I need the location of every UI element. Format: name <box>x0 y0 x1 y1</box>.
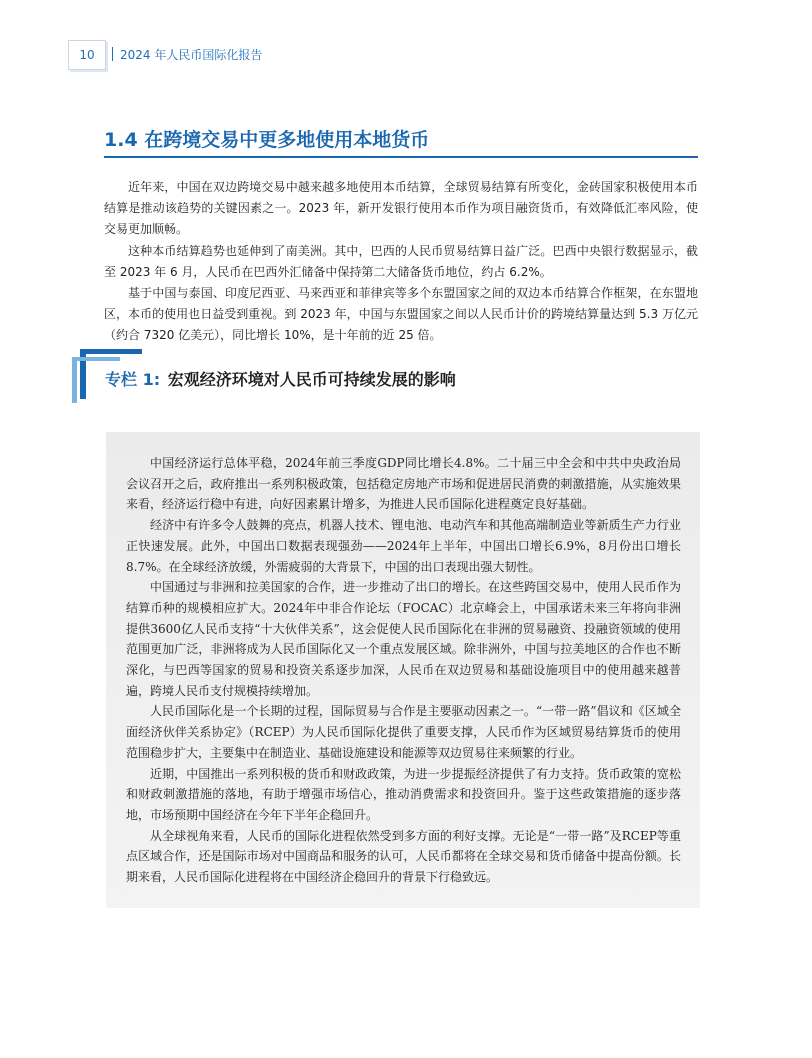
box-heading <box>105 367 456 390</box>
box-title: 宏观经济环境对人民币可持续发展的影响 <box>167 370 456 389</box>
box-paragraph-2: 经济中有许多令人鼓舞的亮点，机器人技术、锂电池、电动汽车和其他高端制造业等新质生产力行业正快速发展。此外，中国出口数据表现强劲——2024年上半年，中国出口增长6.9%，8月份出口增长8.7%。在全球经济放缓，外需疲弱的大背景下，中国的出口表现出强大韧性。 <box>126 518 681 574</box>
section-rule <box>104 156 698 158</box>
section-body <box>104 177 698 347</box>
page-number <box>68 40 106 70</box>
page-number-text: 10 <box>79 48 95 62</box>
body-paragraph-2: 这种本币结算趋势也延伸到了南美洲。其中，巴西的人民币贸易结算日益广泛。巴西中央银行数据显示，截至 2023 年 6 月，人民币在巴西外汇储备中保持第二大储备货币地位，约占 6.2%。 <box>104 243 698 279</box>
box-paragraph-4: 人民币国际化是一个长期的过程，国际贸易与合作是主要驱动因素之一。“一带一路”倡议和《区域全面经济伙伴关系协定》（RCEP）为人民币国际化提供了重要支撑，人民币作为区域贸易结算货币的使用范围稳步扩大，主要集中在制造业、基础设施建设和能源等双边贸易往来频繁的行业。 <box>126 704 681 760</box>
box-paragraph-6: 从全球视角来看，人民币的国际化进程依然受到多方面的利好支撑。无论是“一带一路”及RCEP等重点区域合作，还是国际市场对中国商品和服务的认可，人民币都将在全球交易和货币储备中提高份额。长期来看，人民币国际化进程将在中国经济企稳回升的背景下行稳致远。 <box>126 828 681 885</box>
section-title: 1.4 在跨境交易中更多地使用本地货币 <box>104 129 430 151</box>
header-divider <box>112 47 113 61</box>
box-paragraph-5: 近期，中国推出一系列积极的货币和财政政策，为进一步提振经济提供了有力支持。货币政策的宽松和财政刺激措施的落地，有助于增强市场信心，推动消费需求和投资回升。鉴于这些政策措施的逐步落地，市场预期中国经济在今年下半年企稳回升。 <box>126 766 681 822</box>
box-paragraph-3: 中国通过与非洲和拉美国家的合作，进一步推动了出口的增长。在这些跨国交易中，使用人民币作为结算币种的规模相应扩大。2024年中非合作论坛（FOCAC）北京峰会上，中国承诺未来三年将向非洲提供3600亿人民币支持“十大伙伴关系”，这会促使人民币国际化在非洲的贸易融资、投融资领域的使用范围更加广泛，非洲将成为人民币国际化又一个重点发展区域。除非洲外，中国与拉美地区的合作也不断深化，与巴西等国家的贸易和投资关系逐步加深，人民币在双边贸易和基础设施项目中的使用越来越普遍，跨境人民币支付规模持续增加。 <box>126 580 681 698</box>
report-title: 2024 年人民币国际化报告 <box>120 48 263 62</box>
box-body <box>126 453 681 888</box>
body-paragraph-3: 基于中国与泰国、印度尼西亚、马来西亚和菲律宾等多个东盟国家之间的双边本币结算合作框架，在东盟地区，本币的使用也日益受到重视。到 2023 年，中国与东盟国家之间以人民币计价的跨境结算量达到 5.3 万亿元（约合 7320 亿美元），同比增长 10%，是十年前的近 25 倍。 <box>104 286 698 343</box>
box-paragraph-1: 中国经济运行总体平稳，2024年前三季度GDP同比增长4.8%。二十届三中全会和中共中央政治局会议召开之后，政府推出一系列积极政策，包括稳定房地产市场和促进居民消费的刺激措施，从实施效果来看，经济运行稳中有进，向好因素累计增多，为推进人民币国际化进程奠定良好基础。 <box>126 456 681 512</box>
box-label: 专栏 1: <box>105 370 161 389</box>
body-paragraph-1: 近年来，中国在双边跨境交易中越来越多地使用本币结算，全球贸易结算有所变化，金砖国家积极使用本币结算是推动该趋势的关键因素之一。2023 年，新开发银行使用本币作为项目融资货币，有效降低汇率风险，使交易更加顺畅。 <box>104 180 698 237</box>
